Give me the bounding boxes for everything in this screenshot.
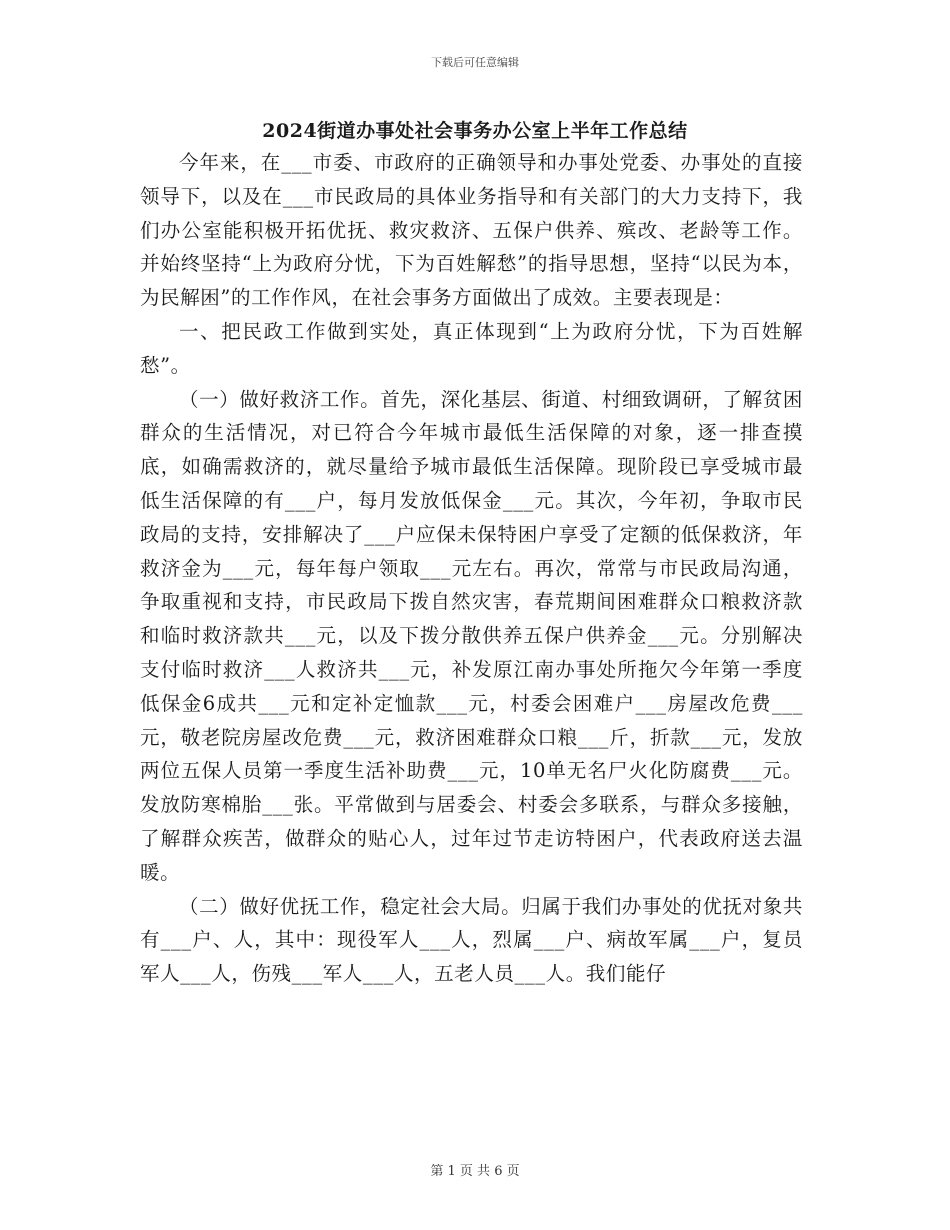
paragraph-preferential-care: （二）做好优抚工作，稳定社会大局。归属于我们办事处的优抚对象共有___户、人，其中：现役军人___人，烈属___户、病故军属___户，复员军人___人，伤残___军人___人，五老人员___人。我们能仔	[140, 894, 803, 986]
document-body	[140, 146, 803, 991]
header-note: 下载后可任意编辑	[431, 56, 519, 69]
paragraph-relief-work: （一）做好救济工作。首先，深化基层、街道、村细致调研，了解贫困群众的生活情况，对已符合今年城市最低生活保障的对象，逐一排查摸底，如确需救济的，就尽量给予城市最低生活保障。现阶段已享受城市最低生活保障的有___户，每月发放低保金___元。其次，今年初，争取市民政局的支持，安排解决了___户应保未保特困户享受了定额的低保救济，年救济金为___元，每年每户领取___元左右。再次，常常与市民政局沟通，争取重视和支持，市民政局下拨自然灾害，春荒期间困难群众口粮救济款和临时救济款共___元，以及下拨分散供养五保户供养金___元。分别解决支付临时救济___人救济共___元，补发原江南办事处所拖欠今年第一季度低保金6成共___元和定补定恤款___元，村委会困难户___房屋改危费___元，敬老院房屋改危费___元，救济困难群众口粮___斤，折款___元，发放两位五保人员第一季度生活补助费___元，10单无名尸火化防腐费___元。发放防寒棉胎___张。平常做到与居委会、村委会多联系，与群众多接触，了解群众疾苦，做群众的贴心人，过年过节走访特困户，代表政府送去温暖。	[140, 387, 803, 884]
paragraph-intro: 今年来，在___市委、市政府的正确领导和办事处党委、办事处的直接领导下，以及在___市民政局的具体业务指导和有关部门的大力支持下，我们办公室能积极开拓优抚、救灾救济、五保户供养、殡改、老龄等工作。并始终坚持“上为政府分忧，下为百姓解愁”的指导思想，坚持“以民为本，为民解困”的工作作风，在社会事务方面做出了成效。主要表现是：	[140, 151, 803, 310]
paragraph-section-heading: 一、把民政工作做到实处，真正体现到“上为政府分忧，下为百姓解愁”。	[140, 319, 803, 377]
document-title: 2024街道办事处社会事务办公室上半年工作总结	[262, 120, 688, 142]
page-number-footer: 第 1 页 共 6 页	[430, 1164, 520, 1179]
